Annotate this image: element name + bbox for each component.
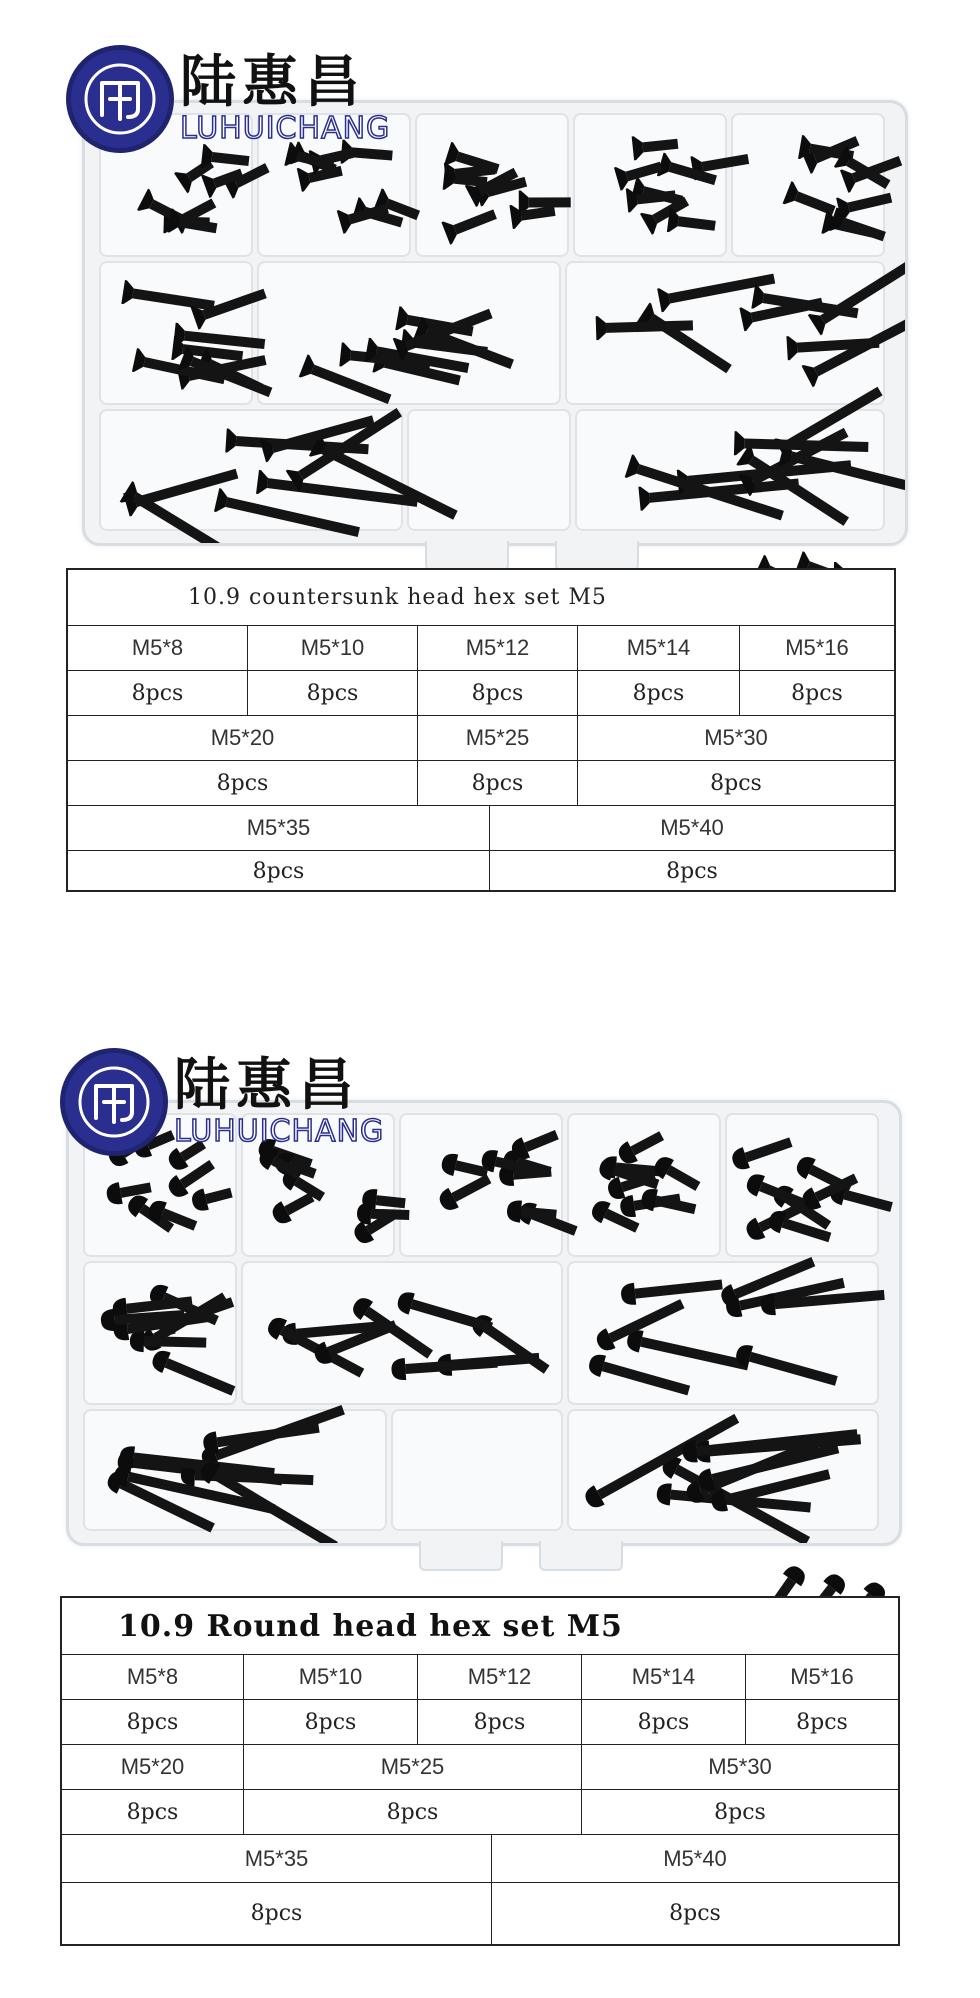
quantity-value: 8pcs — [578, 671, 740, 715]
quantity-value: 8pcs — [418, 671, 578, 715]
quantity-value: 8pcs — [418, 761, 578, 805]
screw-illustration — [69, 1103, 899, 1543]
quantity-row — [62, 1789, 898, 1834]
screw-icon — [786, 331, 879, 360]
size-label: M5*40 — [663, 1845, 727, 1871]
size-label: M5*20 — [68, 716, 418, 760]
screw-icon — [657, 153, 719, 192]
logo-emblem-icon — [66, 45, 174, 153]
quantity-value: 8pcs — [791, 680, 843, 706]
size-label: M5*25 — [418, 716, 578, 760]
screw-icon — [587, 1352, 692, 1401]
quantity-value: 8pcs — [669, 1901, 721, 1926]
screw-icon — [146, 1197, 200, 1236]
size-label: M5*12 — [418, 1655, 582, 1699]
brand-name-chinese: 陆惠昌 — [180, 49, 366, 115]
size-label: M5*20 — [62, 1745, 244, 1789]
screw-icon — [149, 1347, 237, 1401]
quantity-value: 8pcs — [248, 671, 418, 715]
brand-logo — [60, 1048, 384, 1156]
table-title: 10.9 countersunk head hex set M5 — [188, 585, 607, 610]
quantity-value: 8pcs — [68, 671, 248, 715]
spec-table — [66, 568, 896, 892]
screw-icon — [620, 1274, 723, 1307]
quantity-row — [68, 670, 894, 715]
box-latch — [555, 541, 639, 571]
screw-icon — [836, 186, 894, 221]
size-label: M5*35 — [68, 806, 490, 850]
label-row — [62, 1654, 898, 1699]
quantity-value: 8pcs — [714, 1799, 766, 1825]
screw-icon — [734, 1342, 840, 1391]
size-label: M5*30 — [704, 725, 768, 750]
screw-icon — [632, 132, 679, 160]
quantity-value: 8pcs — [68, 761, 418, 805]
quantity-value: 8pcs — [418, 1700, 582, 1744]
screw-icon — [256, 470, 419, 514]
spec-table — [60, 1596, 900, 1946]
storage-box — [82, 100, 908, 546]
size-label: M5*14 — [582, 1655, 746, 1699]
quantity-row — [68, 850, 894, 892]
size-label: M5*16 — [790, 1664, 854, 1689]
box-latch — [425, 541, 509, 571]
size-label: M5*16 — [785, 635, 849, 660]
screw-icon — [667, 208, 717, 238]
screw-icon — [625, 1328, 750, 1376]
label-row — [68, 625, 894, 670]
brand-logo — [66, 45, 390, 153]
screw-icon — [123, 462, 240, 517]
quantity-value: 8pcs — [68, 851, 490, 892]
size-label: M5*25 — [244, 1745, 582, 1789]
size-label: M5*40 — [660, 815, 724, 840]
box-latch — [419, 1541, 503, 1571]
brand-name-english: LUHUICHANG — [180, 111, 391, 146]
label-row — [62, 1744, 898, 1789]
screw-icon — [729, 1132, 794, 1173]
table-title-row — [68, 570, 894, 625]
quantity-value: 8pcs — [62, 1790, 244, 1834]
quantity-value: 8pcs — [244, 1700, 418, 1744]
quantity-row — [68, 760, 894, 805]
quantity-row — [62, 1882, 898, 1944]
quantity-value: 8pcs — [62, 1700, 244, 1744]
size-label: M5*14 — [578, 626, 740, 670]
screw-icon — [808, 252, 905, 335]
storage-box — [66, 1100, 902, 1546]
size-label: M5*8 — [62, 1655, 244, 1699]
size-label: M5*10 — [248, 626, 418, 670]
screw-icon — [441, 203, 499, 245]
round-head-product-panel — [0, 1040, 980, 1998]
size-label: M5*30 — [708, 1754, 772, 1779]
countersunk-product-panel — [0, 0, 980, 930]
screw-icon — [636, 303, 735, 380]
quantity-value: 8pcs — [796, 1709, 848, 1735]
size-label: M5*12 — [418, 626, 578, 670]
quantity-value: 8pcs — [666, 859, 718, 884]
size-label: M5*35 — [62, 1835, 492, 1882]
label-row — [68, 715, 894, 760]
screw-icon — [829, 208, 888, 248]
screw-icon — [190, 1182, 234, 1213]
size-label: M5*8 — [68, 626, 248, 670]
label-row — [62, 1834, 898, 1882]
brand-name-chinese: 陆惠昌 — [174, 1052, 360, 1118]
quantity-value: 8pcs — [244, 1790, 582, 1834]
logo-emblem-icon — [60, 1048, 168, 1156]
table-title: 10.9 Round head hex set M5 — [118, 1608, 623, 1644]
brand-name-english: LUHUICHANG — [174, 1114, 385, 1149]
quantity-row — [62, 1699, 898, 1744]
quantity-value: 8pcs — [62, 1883, 492, 1944]
quantity-value: 8pcs — [582, 1700, 746, 1744]
screw-illustration — [85, 103, 905, 543]
screw-icon — [516, 1199, 580, 1241]
size-label: M5*10 — [244, 1655, 418, 1699]
screw-icon — [639, 1187, 697, 1220]
quantity-value: 8pcs — [710, 770, 762, 796]
table-title-row — [62, 1598, 898, 1654]
box-latch — [539, 1541, 623, 1571]
screw-icon — [651, 1153, 704, 1196]
label-row — [68, 805, 894, 850]
